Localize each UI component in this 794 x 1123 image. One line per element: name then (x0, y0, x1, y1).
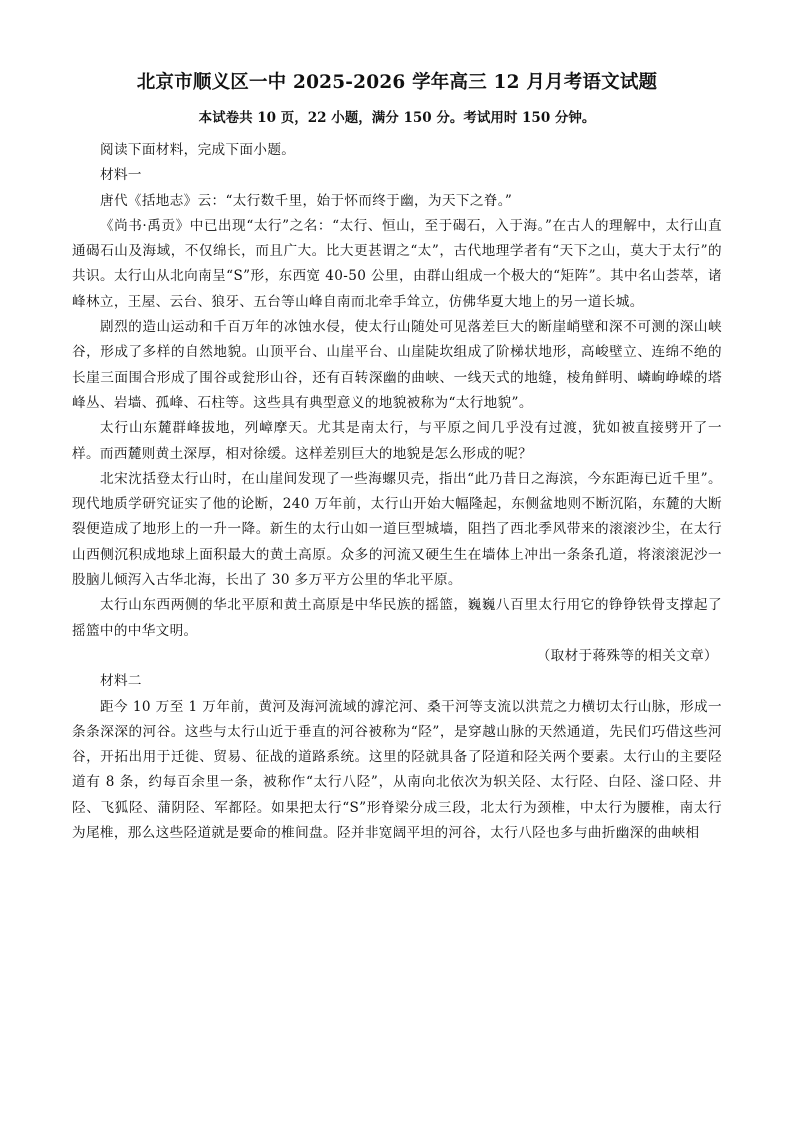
material-1-paragraph: 太行山东西两侧的华北平原和黄土高原是中华民族的摇篮，巍巍八百里太行用它的铮铮铁骨支撑起了摇篮中的中华文明。 (72, 597, 722, 639)
reading-passage (72, 138, 722, 846)
material-1-paragraph: 北宋沈括登太行山时，在山崖间发现了一些海螺贝壳，指出“此乃昔日之海滨，今东距海已近千里”。现代地质学研究证实了他的论断，240 万年前，太行山开始大幅隆起，东侧盆地则不断沉陷，东麓的大断裂便造成了地形上的一升一降。新生的太行山如一道巨型城墙，阻挡了西北季风带来的滚滚沙尘，在太行山西侧沉积成地球上面积最大的黄土高原。众多的河流又硬生生在墙体上冲出一条条孔道，将滚滚泥沙一股脑儿倾泻入古华北海，长出了 30 多万平方公里的华北平原。 (72, 470, 722, 589)
material-1-paragraph: 唐代《括地志》云：“太行数千里，始于怀而终于幽，为天下之脊。” (100, 192, 513, 209)
material-1-label: 材料一 (100, 167, 142, 184)
instruction-text: 阅读下面材料，完成下面小题。 (100, 142, 296, 158)
exam-subtitle: 本试卷共 10 页，22 小题，满分 150 分。考试用时 150 分钟。 (198, 110, 596, 126)
exam-title: 北京市顺义区一中 2025-2026 学年高三 12 月月考语文试题 (136, 72, 658, 93)
material-1-source: （取材于蒋殊等的相关文章） (536, 647, 718, 664)
material-1-paragraph: 剧烈的造山运动和千百万年的冰蚀水侵，使太行山随处可见落差巨大的断崖峭壁和深不可测的深山峡谷，形成了多样的自然地貌。山顶平台、山崖平台、山崖陡坎组成了阶梯状地形，高峻壁立、连绵不绝的长崖三面围合形成了围谷或瓮形山谷，还有百转深幽的曲峡、一线天式的地缝，棱角鲜明、嶙峋峥嵘的塔峰丛、岩墙、孤峰、石柱等。这些具有典型意义的地貌被称为“太行地貌”。 (72, 319, 722, 411)
material-2-paragraph: 距今 10 万至 1 万年前，黄河及海河流域的滹沱河、桑干河等支流以洪荒之力横切太行山脉，形成一条条深深的河谷。这些与太行山近于垂直的河谷被称为“陉”，是穿越山脉的天然通道，先民们巧借这些河谷，开拓出用于迁徙、贸易、征战的道路系统。这里的陉就具备了陉道和陉关两个要素。太行山的主要陉道有 8 条，约每百余里一条，被称作“太行八陉”，从南向北依次为轵关陉、太行陉、白陉、滏口陉、井陉、飞狐陉、蒲阴陉、军都陉。如果把太行“S”形脊梁分成三段，北太行为颈椎，中太行为腰椎，南太行为尾椎，那么这些陉道就是要命的椎间盘。陉并非宽阔平坦的河谷，太行八陉也多与曲折幽深的曲峡相 (72, 698, 722, 842)
material-2-label: 材料二 (100, 673, 142, 690)
material-1-paragraph: 太行山东麓群峰拔地，列嶂摩天。尤其是南太行，与平原之间几乎没有过渡，犹如被直接劈开了一样。而西麓则黄土深厚，相对徐缓。这样差别巨大的地貌是怎么形成的呢？ (72, 420, 722, 462)
material-1-paragraph: 《尚书·禹贡》中已出现“太行”之名：“太行、恒山，至于碣石，入于海。”在古人的理解中，太行山直通碣石山及海域，不仅绵长，而且广大。比大更甚谓之“太”，古代地理学者有“天下之山，莫大于太行”的共识。太行山从北向南呈“S”形，东西宽 40-50 公里，由群山组成一个极大的“矩阵”。其中名山荟萃，诸峰林立，王屋、云台、狼牙、五台等山峰自南而北牵手耸立，仿佛华夏大地上的另一道长城。 (72, 217, 722, 310)
